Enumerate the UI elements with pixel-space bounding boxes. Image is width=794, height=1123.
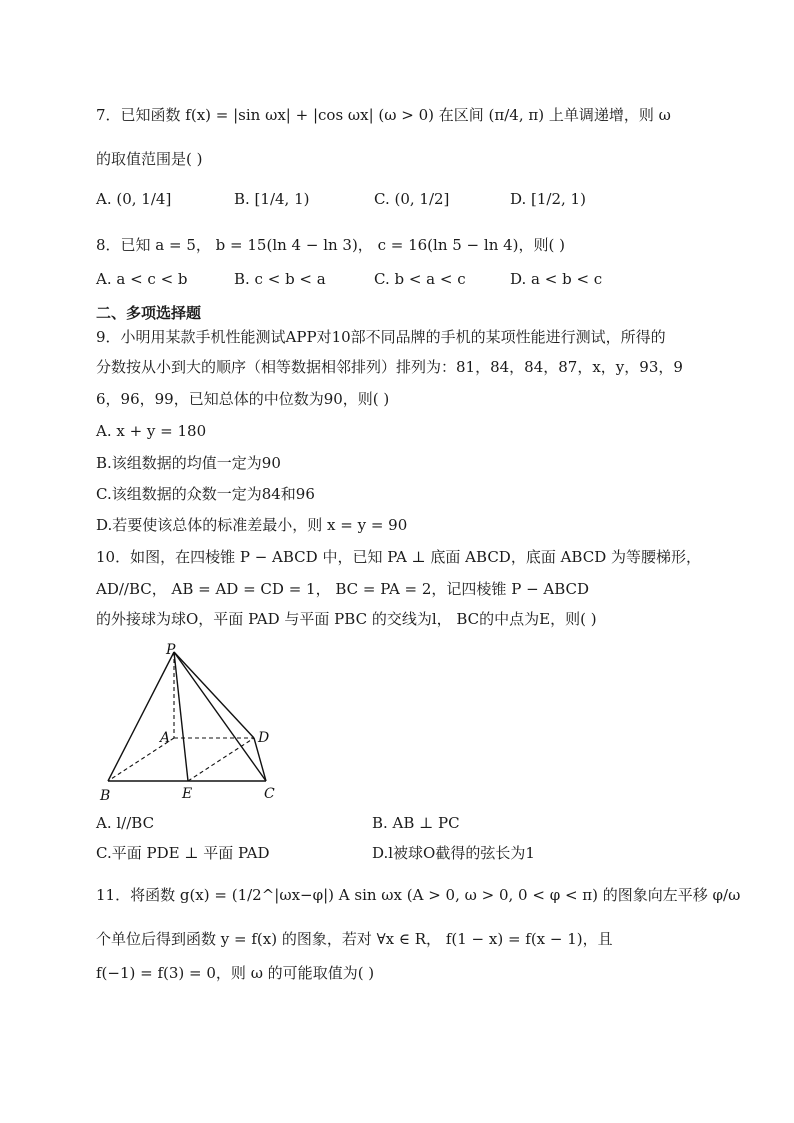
edge-pb	[108, 652, 174, 781]
q11-stem-line1: 11．将函数 g(x) = (1/2^|ωx−φ|) A sin ωx (A > 0, ω > 0, 0 < φ < π) 的图象向左平移 φ/ω	[96, 886, 741, 904]
q9-option-b: B.该组数据的均值一定为90	[96, 454, 281, 472]
label-b: B	[100, 788, 111, 804]
label-d: D	[258, 730, 270, 746]
q10-option-c: C.平面 PDE ⊥ 平面 PAD	[96, 844, 270, 862]
q9-stem-line3: 6，96，99，已知总体的中位数为90，则( )	[96, 390, 390, 408]
section-heading-multiple-choice: 二、多项选择题	[96, 304, 202, 322]
q9-stem-line2: 分数按从小到大的顺序（相等数据相邻排列）排列为：81，84，84，87，x，y，93，9	[96, 358, 683, 376]
q8-option-a: A. a < c < b	[96, 270, 188, 288]
q8-stem: 8．已知 a = 5， b = 15(ln 4 − ln 3)， c = 16(ln 5 − ln 4)，则( )	[96, 236, 565, 254]
q9-option-c: C.该组数据的众数一定为84和96	[96, 485, 315, 503]
edge-pc	[174, 652, 266, 781]
edge-pd	[174, 652, 254, 738]
q10-stem-line3: 的外接球为球O，平面 PAD 与平面 PBC 的交线为l， BC的中点为E，则( )	[96, 610, 597, 628]
q10-stem-line2: AD//BC， AB = AD = CD = 1， BC = PA = 2，记四棱锥 P − ABCD	[96, 580, 590, 598]
q7-options	[96, 188, 716, 212]
label-p: P	[166, 642, 176, 658]
q7-option-b: B. [1/4, 1)	[234, 190, 310, 208]
pyramid-figure	[96, 640, 296, 810]
q7-option-c: C. (0, 1/2]	[374, 190, 450, 208]
edge-ed	[188, 738, 254, 781]
edge-pe	[174, 652, 188, 781]
q10-options-row2	[96, 842, 716, 866]
q8-options	[96, 268, 716, 292]
q8-option-c: C. b < a < c	[374, 270, 466, 288]
q7-stem-line1: 7．已知函数 f(x) = |sin ωx| + |cos ωx| (ω > 0) 在区间 (π/4, π) 上单调递增，则 ω	[96, 106, 671, 124]
q10-options-row1	[96, 812, 716, 836]
q11-stem-line3: f(−1) = f(3) = 0，则 ω 的可能取值为( )	[96, 964, 375, 982]
label-c: C	[264, 786, 275, 802]
q10-option-d: D.l被球O截得的弦长为1	[372, 844, 535, 862]
q10-stem-line1: 10．如图，在四棱锥 P − ABCD 中，已知 PA ⊥ 底面 ABCD，底面 ABCD 为等腰梯形，	[96, 548, 701, 566]
q9-option-d: D.若要使该总体的标准差最小，则 x = y = 90	[96, 516, 408, 534]
label-a: A	[160, 730, 171, 746]
q8-option-b: B. c < b < a	[234, 270, 326, 288]
q7-option-a: A. (0, 1/4]	[96, 190, 172, 208]
q10-option-b: B. AB ⊥ PC	[372, 814, 460, 832]
q9-option-a: A. x + y = 180	[96, 422, 207, 440]
q7-stem-line2: 的取值范围是( )	[96, 150, 203, 168]
label-e: E	[182, 786, 193, 802]
pyramid-diagram	[96, 640, 296, 810]
q10-option-a: A. l//BC	[96, 814, 155, 832]
q8-option-d: D. a < b < c	[510, 270, 603, 288]
q11-stem-line2: 个单位后得到函数 y = f(x) 的图象，若对 ∀x ∈ R， f(1 − x) = f(x − 1)，且	[96, 930, 613, 948]
q7-option-d: D. [1/2, 1)	[510, 190, 586, 208]
q9-stem-line1: 9．小明用某款手机性能测试APP对10部不同品牌的手机的某项性能进行测试，所得的	[96, 328, 666, 346]
